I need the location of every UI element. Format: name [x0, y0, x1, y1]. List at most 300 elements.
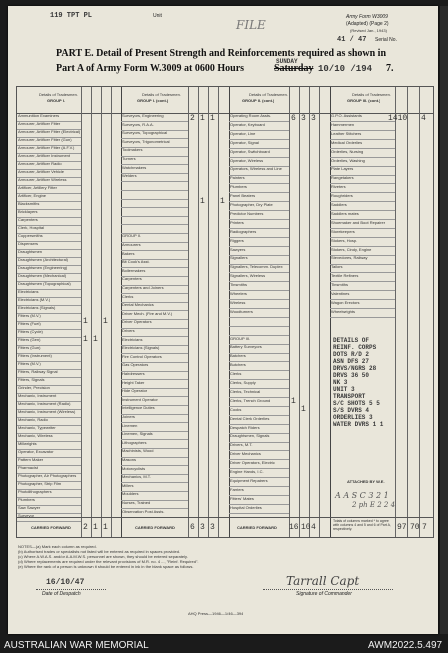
- trade-row: [330, 158, 395, 167]
- trade-label: Plumbers: [18, 497, 35, 502]
- carried-c2-reinf: 3: [210, 523, 215, 532]
- elec-mv-we: 1: [83, 317, 88, 326]
- trade-label: Surveyors, Engineering: [122, 113, 164, 118]
- col4-group-head: GROUP III. (cont.): [347, 98, 381, 103]
- trade-label: Photographer, Dry Plate: [230, 202, 273, 207]
- trade-label: Textile Refiners: [331, 273, 359, 279]
- trade-row: [229, 264, 289, 273]
- trade-row: [229, 131, 289, 140]
- trade-label: Hammermen: [331, 121, 355, 127]
- trade-row: [330, 309, 395, 318]
- despatch-date: 16/10/47: [46, 578, 85, 587]
- trade-label: Engine Hands, I.C.: [230, 469, 264, 474]
- trade-label: Mechanic, Instrument: [18, 393, 57, 398]
- typed-reinf-line: WATER DVRS 1 1: [333, 421, 384, 428]
- carried-c1-reinf: 1: [103, 523, 108, 532]
- column-group3-cont: [330, 113, 395, 537]
- part-title-line2: Part A of Army Form W.3009 at 0600 Hours: [56, 63, 245, 74]
- trade-label: Carpenters and Joiners: [122, 285, 164, 290]
- trade-label: Armourer, Artificer Fitter (Electrical): [18, 129, 81, 134]
- day-struck: Saturday: [274, 63, 314, 74]
- trade-label: Bakers: [122, 250, 135, 256]
- col1-details-head: Details of Tradesmen.: [39, 92, 78, 97]
- trade-label: Mechanic, Instrument (Wireless): [18, 409, 76, 414]
- carried-c3-posted: 10: [301, 523, 311, 532]
- trade-row: [229, 158, 289, 167]
- trade-row: [330, 247, 395, 256]
- signature-label: Signature of Commander: [296, 591, 352, 597]
- trade-label: Joiners: [122, 414, 135, 419]
- trade-label: Operator, Keyboard: [230, 121, 265, 127]
- col1-group-head: GROUP I.: [47, 98, 65, 103]
- trade-row: [229, 336, 289, 345]
- trade-label: Operator, Switchboard: [230, 148, 270, 154]
- trade-label: Grinder, Precision: [18, 385, 50, 390]
- trade-row: [330, 255, 395, 264]
- note-d: (d) Where replacements are required under the relevant provisions of M.R. no. 4 ..., "Reinf. Required".: [18, 559, 199, 564]
- typed-reinf-line: S/S DVRS 4: [333, 407, 370, 414]
- trade-label: Turners: [122, 156, 136, 161]
- trade-label: Saddlers: [331, 202, 347, 207]
- trade-label: Toolmakers: [122, 147, 143, 153]
- trade-label: Armourer, Artificer Fitter (Gun): [18, 137, 72, 142]
- trade-label: Operator, Line: [230, 130, 256, 136]
- trade-row: [330, 113, 395, 122]
- trade-row: [229, 202, 289, 211]
- trade-row: [229, 433, 289, 442]
- trade-label: Clerks: [122, 293, 134, 299]
- day-typed: SUNDAY: [276, 58, 298, 65]
- typed-reinf-line: ASN DFS 27: [333, 358, 370, 365]
- trade-label: Sawyers: [230, 246, 246, 252]
- trade-label: Clerk, Hospital: [18, 225, 45, 230]
- trade-label: Blacksmiths: [18, 201, 40, 206]
- trade-label: Linemen, Signals: [122, 431, 153, 437]
- trade-label: Height Taker: [122, 379, 145, 385]
- trade-label: GROUP III.: [230, 335, 251, 341]
- trade-row: [229, 451, 289, 460]
- trade-row: [229, 327, 289, 336]
- carried-label-2: CARRIED FORWARD: [135, 525, 175, 530]
- trade-label: Motorcyclists: [122, 465, 146, 471]
- trade-label: Signallers: [230, 255, 248, 261]
- trade-label: Welders: [122, 173, 137, 179]
- trade-row: [229, 389, 289, 398]
- trade-row: [229, 469, 289, 478]
- carried-c2-posted: 3: [200, 523, 205, 532]
- surveyors-reinf: 1: [210, 114, 215, 123]
- carried-label-3: CARRIED FORWARD: [237, 525, 277, 530]
- typed-reinf-line: DRVS 36 50: [333, 372, 370, 379]
- trade-row: [330, 175, 395, 184]
- trade-label: Armourer, Artificer Fitter (A.F.V.): [18, 145, 75, 150]
- col2-group-head: GROUP I. (cont.): [137, 98, 169, 103]
- trade-label: Bricklayers: [18, 209, 38, 214]
- typed-reinf-line: UNIT 3: [333, 386, 355, 393]
- carried-c4-posted: 70: [410, 523, 420, 532]
- trade-label: Draughtsmen (Topographical): [18, 281, 71, 286]
- trade-row: [229, 300, 289, 309]
- trade-label: Mechanics, M.T.: [122, 474, 151, 480]
- trade-label: Observation Post Assts.: [122, 508, 165, 514]
- serial-label: Serial No.: [375, 37, 397, 43]
- typed-reinf-line: DOTS R/D 2: [333, 351, 370, 358]
- trade-row: [229, 398, 289, 407]
- trade-label: Signallers, Wireless: [230, 273, 266, 279]
- trade-row: [330, 282, 395, 291]
- trade-label: Electricians: [122, 336, 143, 342]
- fitters-posted: 1: [93, 335, 98, 344]
- trade-row: [330, 229, 395, 238]
- column-group1: [17, 113, 81, 537]
- gpo-reinf: 4: [421, 114, 426, 123]
- trade-label: Driver Operators: [122, 319, 152, 325]
- form-revised: (Revised Jan., 1943): [350, 28, 387, 33]
- col4-details-head: Details of Tradesmen.: [352, 92, 391, 97]
- trade-label: Driver Operators, Electric: [230, 460, 275, 466]
- trade-label: Roughriders: [331, 193, 353, 199]
- trade-label: Masons: [122, 457, 137, 462]
- totals-note: Totals of columns marked * to agree with columns 4 and 5 and 6 of Part A, respectively.: [333, 519, 391, 531]
- typed-reinf-line: S/C SHOTS 5 5: [333, 400, 380, 407]
- trade-label: Plumbers: [230, 184, 247, 190]
- trade-label: Storekeepers: [331, 228, 355, 234]
- trade-label: Radiographers: [230, 228, 257, 234]
- trade-label: Electricians (Signals): [18, 305, 56, 310]
- trade-label: Clerks, Trench Ground: [230, 397, 271, 403]
- trade-row: [229, 380, 289, 389]
- trade-label: Fitters (Cycle): [18, 329, 43, 334]
- trade-row: [229, 362, 289, 371]
- trade-label: Coppersmiths: [18, 233, 43, 238]
- trade-label: Cooks: [230, 406, 242, 412]
- op-room-we: 6: [291, 114, 296, 123]
- note-a: NOTES—(a) Mark each column as required.: [18, 544, 97, 549]
- trade-row: [229, 255, 289, 264]
- trade-label: Linemen: [122, 422, 138, 428]
- trade-label: Equipment Repairers: [230, 477, 268, 483]
- trade-label: Ammunition Examiners: [18, 113, 60, 118]
- trade-label: Fitters (Gun): [18, 345, 41, 350]
- trade-label: Operator, Wireless: [230, 157, 264, 163]
- trade-label: Fitters (M.V.): [18, 313, 41, 318]
- trade-label: Pattern Maker: [18, 457, 44, 462]
- typed-reinf-line: REINF. CORPS: [333, 344, 377, 351]
- clerks-we: 1: [291, 397, 296, 406]
- trade-row: [229, 442, 289, 451]
- trade-label: Orderlies, Nursing: [331, 148, 364, 154]
- trade-row: [229, 149, 289, 158]
- trade-label: Armourer, Artificer Fitter: [18, 121, 61, 126]
- trade-label: Artificer, Engine: [18, 193, 47, 198]
- trade-label: Operating Room Assts.: [230, 113, 272, 118]
- carried-c1-we: 2: [83, 523, 88, 532]
- trade-row: [229, 318, 289, 327]
- trade-label: Fitters (M.V.): [18, 361, 41, 366]
- typed-reinf-line: DETAILS OF: [333, 337, 370, 344]
- trade-row: [229, 193, 289, 202]
- trade-label: Draughtsmen (Architectural): [18, 257, 69, 262]
- part-title: PART E. Detail of Present Strength and Reinforcements required as shown in: [56, 48, 387, 59]
- trade-row: [229, 184, 289, 193]
- engine-posted: 1: [220, 197, 225, 206]
- trade-label: Printers: [230, 219, 244, 225]
- trade-label: Surveyor: [18, 513, 35, 518]
- table-header: [17, 87, 433, 114]
- trade-row: [330, 140, 395, 149]
- clerks-posted: 1: [301, 405, 306, 414]
- gpo-we: 1410: [388, 114, 408, 123]
- trade-label: Stevedores, Railway: [331, 255, 368, 261]
- trade-label: Tinsmiths: [230, 282, 247, 288]
- trade-label: Stokers, Cindy, Engine: [331, 246, 372, 252]
- trade-label: Armourer, Artificer Instrument: [18, 153, 71, 158]
- report-date: 10/10 /194: [318, 64, 373, 74]
- carried-c1-posted: 1: [93, 523, 98, 532]
- trade-row: [330, 238, 395, 247]
- trade-row: [229, 371, 289, 380]
- trade-label: Surveyors, R.A.A.: [122, 121, 154, 127]
- trade-label: Medical Orderlies: [331, 139, 363, 145]
- attached-line1: A A S C 3 2 1: [335, 491, 389, 500]
- trade-label: Operator, Signal: [230, 139, 259, 145]
- trade-label: Lithographers: [122, 439, 147, 445]
- trade-label: Gas Operators: [122, 362, 149, 368]
- trade-label: Photographer, Air Photographers: [18, 473, 77, 478]
- trade-row: [330, 122, 395, 131]
- trade-label: Draughtsmen (Engineering): [18, 265, 68, 270]
- carried-forward-row: [17, 517, 433, 538]
- trade-label: Batchers: [230, 353, 246, 359]
- print-reference: AHQ Press—1946—1/46—394: [188, 611, 244, 616]
- trade-label: Mechanic, Instrument (Radio): [18, 401, 71, 406]
- trade-label: GROUP II.: [122, 233, 142, 239]
- caption-bar: [0, 640, 448, 653]
- trade-row: [330, 184, 395, 193]
- despatch-label: Date of Despatch: [42, 591, 81, 597]
- trade-label: Signallers, Telecomm. Duplex: [230, 264, 283, 270]
- trade-label: Operator, Excavator: [18, 449, 54, 454]
- trade-label: Hide Operator: [122, 388, 148, 394]
- trade-label: Farriers: [230, 486, 244, 492]
- serial-number: 41 / 47: [337, 36, 367, 44]
- column-group1-cont: [121, 113, 188, 537]
- trade-label: Drivers: [122, 328, 135, 333]
- trade-label: Tailors: [331, 264, 343, 270]
- trade-row: [330, 202, 395, 211]
- typed-reinf-line: ORDERLIES 3: [333, 414, 373, 421]
- trade-label: Surveyors, Topographical: [122, 130, 168, 136]
- trade-label: Carpenters: [18, 217, 38, 222]
- surveyors-we: 2: [190, 114, 195, 123]
- trade-label: Plate Layers: [331, 166, 354, 172]
- trade-row: [229, 166, 289, 175]
- trade-row: [330, 131, 395, 140]
- trade-row: [229, 407, 289, 416]
- trade-label: Painters: [230, 175, 245, 181]
- trade-label: Rangetakers: [331, 175, 354, 181]
- trade-label: Despatch Riders: [230, 424, 260, 430]
- trade-label: Panel Beaters: [230, 193, 256, 199]
- trade-label: Mechanic, Wireless: [18, 433, 53, 438]
- trade-label: Wheelwrights: [331, 308, 356, 314]
- attached-label: ATTACHED BY W.E.: [347, 479, 385, 484]
- trade-label: Dental Mechanics: [122, 302, 154, 308]
- typed-reinf-line: NK 3: [333, 379, 348, 386]
- trade-label: Clerks, Supply: [230, 380, 256, 385]
- col3-group-head: GROUP II. (cont.): [242, 98, 275, 103]
- trade-label: Armourer, Artificer Radio: [18, 161, 62, 166]
- film-edge: [440, 6, 448, 634]
- trade-label: Tinsmiths: [331, 282, 348, 288]
- carried-c4-reinf: 7: [422, 523, 427, 532]
- trade-label: Instrument Operator: [122, 396, 158, 402]
- trade-label: Orderlies, Washing: [331, 157, 365, 163]
- trade-label: Fire Control Operators: [122, 353, 162, 359]
- trade-label: Mechanic, Radio: [18, 417, 48, 422]
- column-group2-cont: [229, 113, 289, 537]
- typed-reinf-line: TRANSPORT: [333, 393, 366, 400]
- trade-row: [330, 193, 395, 202]
- trade-label: Moulders: [122, 491, 139, 497]
- trade-label: Armourer, Artificer Wireless: [18, 177, 67, 182]
- strength-table: [16, 86, 434, 538]
- commander-signature: Tarrall Capt: [286, 574, 360, 588]
- trade-row: [229, 425, 289, 434]
- col3-details-head: Details of Tradesmen.: [249, 92, 288, 97]
- trade-row: [330, 220, 395, 229]
- trade-label: Blt Cook's Asst.: [122, 259, 150, 265]
- trade-label: Fitters, Railway Signal: [18, 369, 58, 374]
- report-year-suffix: 7.: [386, 63, 394, 74]
- trade-label: Fitters, Signals: [18, 377, 45, 382]
- trade-label: Wagon Erectors: [331, 299, 360, 305]
- trade-row: [229, 113, 289, 122]
- trade-row: [229, 211, 289, 220]
- trade-row: [330, 264, 395, 273]
- trade-row: [229, 175, 289, 184]
- trade-row: [229, 353, 289, 362]
- elec-mv-reinf: 1: [103, 317, 108, 326]
- trade-label: Wireless: [230, 299, 246, 305]
- trade-label: Woodturners: [230, 308, 253, 314]
- trade-row: [229, 478, 289, 487]
- trade-row: [330, 149, 395, 158]
- unit-name: 119 TPT PL: [50, 12, 93, 20]
- trade-label: Surveyors, Trigonometrical: [122, 138, 170, 144]
- trade-label: Machinists, Wood: [122, 448, 154, 454]
- note-c: (c) Where A.W.A.S. and/or A.A.M.W.S. personnel are shown, they should be entered separately.: [18, 554, 188, 559]
- trade-row: [229, 344, 289, 353]
- trade-label: Draughtsmen (Mechanical): [18, 273, 67, 278]
- trade-label: Carpenters: [122, 276, 142, 282]
- trade-row: [229, 140, 289, 149]
- trade-row: [229, 282, 289, 291]
- form-number: Army Form W3009: [346, 14, 388, 20]
- trade-label: Hairdressers: [122, 371, 145, 376]
- unit-label: Unit: [153, 13, 162, 19]
- carried-c3-reinf: 4: [311, 523, 316, 532]
- trade-row: [229, 460, 289, 469]
- trade-label: Mechanic, Typewriter: [18, 425, 56, 430]
- carried-c2-we: 6: [190, 523, 195, 532]
- trade-label: Photographer, Strip Film: [18, 481, 62, 486]
- fitters-we: 1: [83, 335, 88, 344]
- trade-row: [229, 416, 289, 425]
- trade-label: Electricians (Signals): [122, 345, 160, 351]
- trade-row: [330, 291, 395, 300]
- trade-row: [229, 220, 289, 229]
- reinforcement-details: [333, 337, 433, 428]
- trade-label: Electricians (M.V.): [18, 297, 51, 302]
- trade-label: Draughtsmen: [18, 249, 43, 254]
- trade-row: [229, 122, 289, 131]
- trade-row: [330, 211, 395, 220]
- trade-label: Fitters' Mates: [230, 495, 254, 501]
- trade-label: Clerks: [230, 371, 242, 377]
- caption-accession: AWM2022.5.497: [368, 640, 443, 651]
- note-b: (b) Authorised trades or specialists not listed will be entered as required in spaces provided.: [18, 549, 181, 554]
- trade-row: [229, 273, 289, 282]
- trade-label: Intelligence Duties: [122, 405, 155, 411]
- trade-label: Saddlers mates: [331, 210, 359, 216]
- trade-label: Saw Sawyer: [18, 505, 41, 510]
- trade-label: Leather Stitchers: [331, 130, 362, 136]
- trade-label: Fitters (Instrument): [18, 353, 52, 358]
- trade-label: Nurses, Trained: [122, 500, 151, 505]
- trade-label: Drivers, M.T.: [230, 442, 253, 448]
- trade-label: Driver Mechanics: [230, 451, 261, 457]
- trade-row: [229, 487, 289, 496]
- trade-row: [229, 309, 289, 318]
- trade-label: Wheelers: [230, 291, 247, 296]
- notes-block: [18, 544, 433, 569]
- trade-row: [229, 291, 289, 300]
- trade-label: Riveters: [331, 184, 346, 190]
- trade-label: Draughtsmen, Signals: [230, 433, 270, 439]
- trade-label: Dental Clerk Orderlies: [230, 415, 270, 421]
- trade-label: Predictor Numbers: [230, 210, 264, 216]
- trade-label: Armourer, Artificer Vehicle: [18, 169, 65, 174]
- form-adapted: (Adapted) (Page 2): [346, 21, 389, 27]
- trade-label: Dispensers: [18, 241, 39, 246]
- trade-label: Artificer, Artillery Fitter: [18, 185, 57, 190]
- trade-row: [229, 238, 289, 247]
- trade-row: [330, 300, 395, 309]
- trade-row: [330, 166, 395, 175]
- carried-label-1: CARRIED FORWARD: [31, 525, 71, 530]
- trade-label: Millers: [122, 482, 134, 488]
- form-page: [8, 6, 438, 634]
- trade-label: Shoemaker and Boot Repairer: [331, 219, 386, 225]
- note-e: (e) Where the rank of a person is unknown it should be entered in ink in the blank space as follows.: [18, 564, 194, 569]
- carried-c3-we: 16: [289, 523, 299, 532]
- trade-label: Clerks, Technical: [230, 388, 261, 394]
- trade-label: Pharmacist: [18, 465, 39, 470]
- file-stamp: FILE: [236, 18, 266, 32]
- trade-label: Butchers: [230, 362, 246, 368]
- trade-label: Boilermakers: [122, 267, 146, 273]
- trade-row: [229, 247, 289, 256]
- trade-label: Operators, Wireless and Line: [230, 166, 282, 172]
- attached-line2: 2 ph E 2 2 4: [352, 501, 396, 509]
- trade-row: [229, 229, 289, 238]
- trade-label: Hospital Orderlies: [230, 504, 262, 510]
- trade-label: Driver Mech. (Fire and M.V.): [122, 310, 173, 316]
- trade-label: G.P.O. Assistants: [331, 113, 362, 118]
- trade-label: Fitters (Gen): [18, 337, 41, 342]
- trade-label: Watchmakers: [122, 164, 147, 170]
